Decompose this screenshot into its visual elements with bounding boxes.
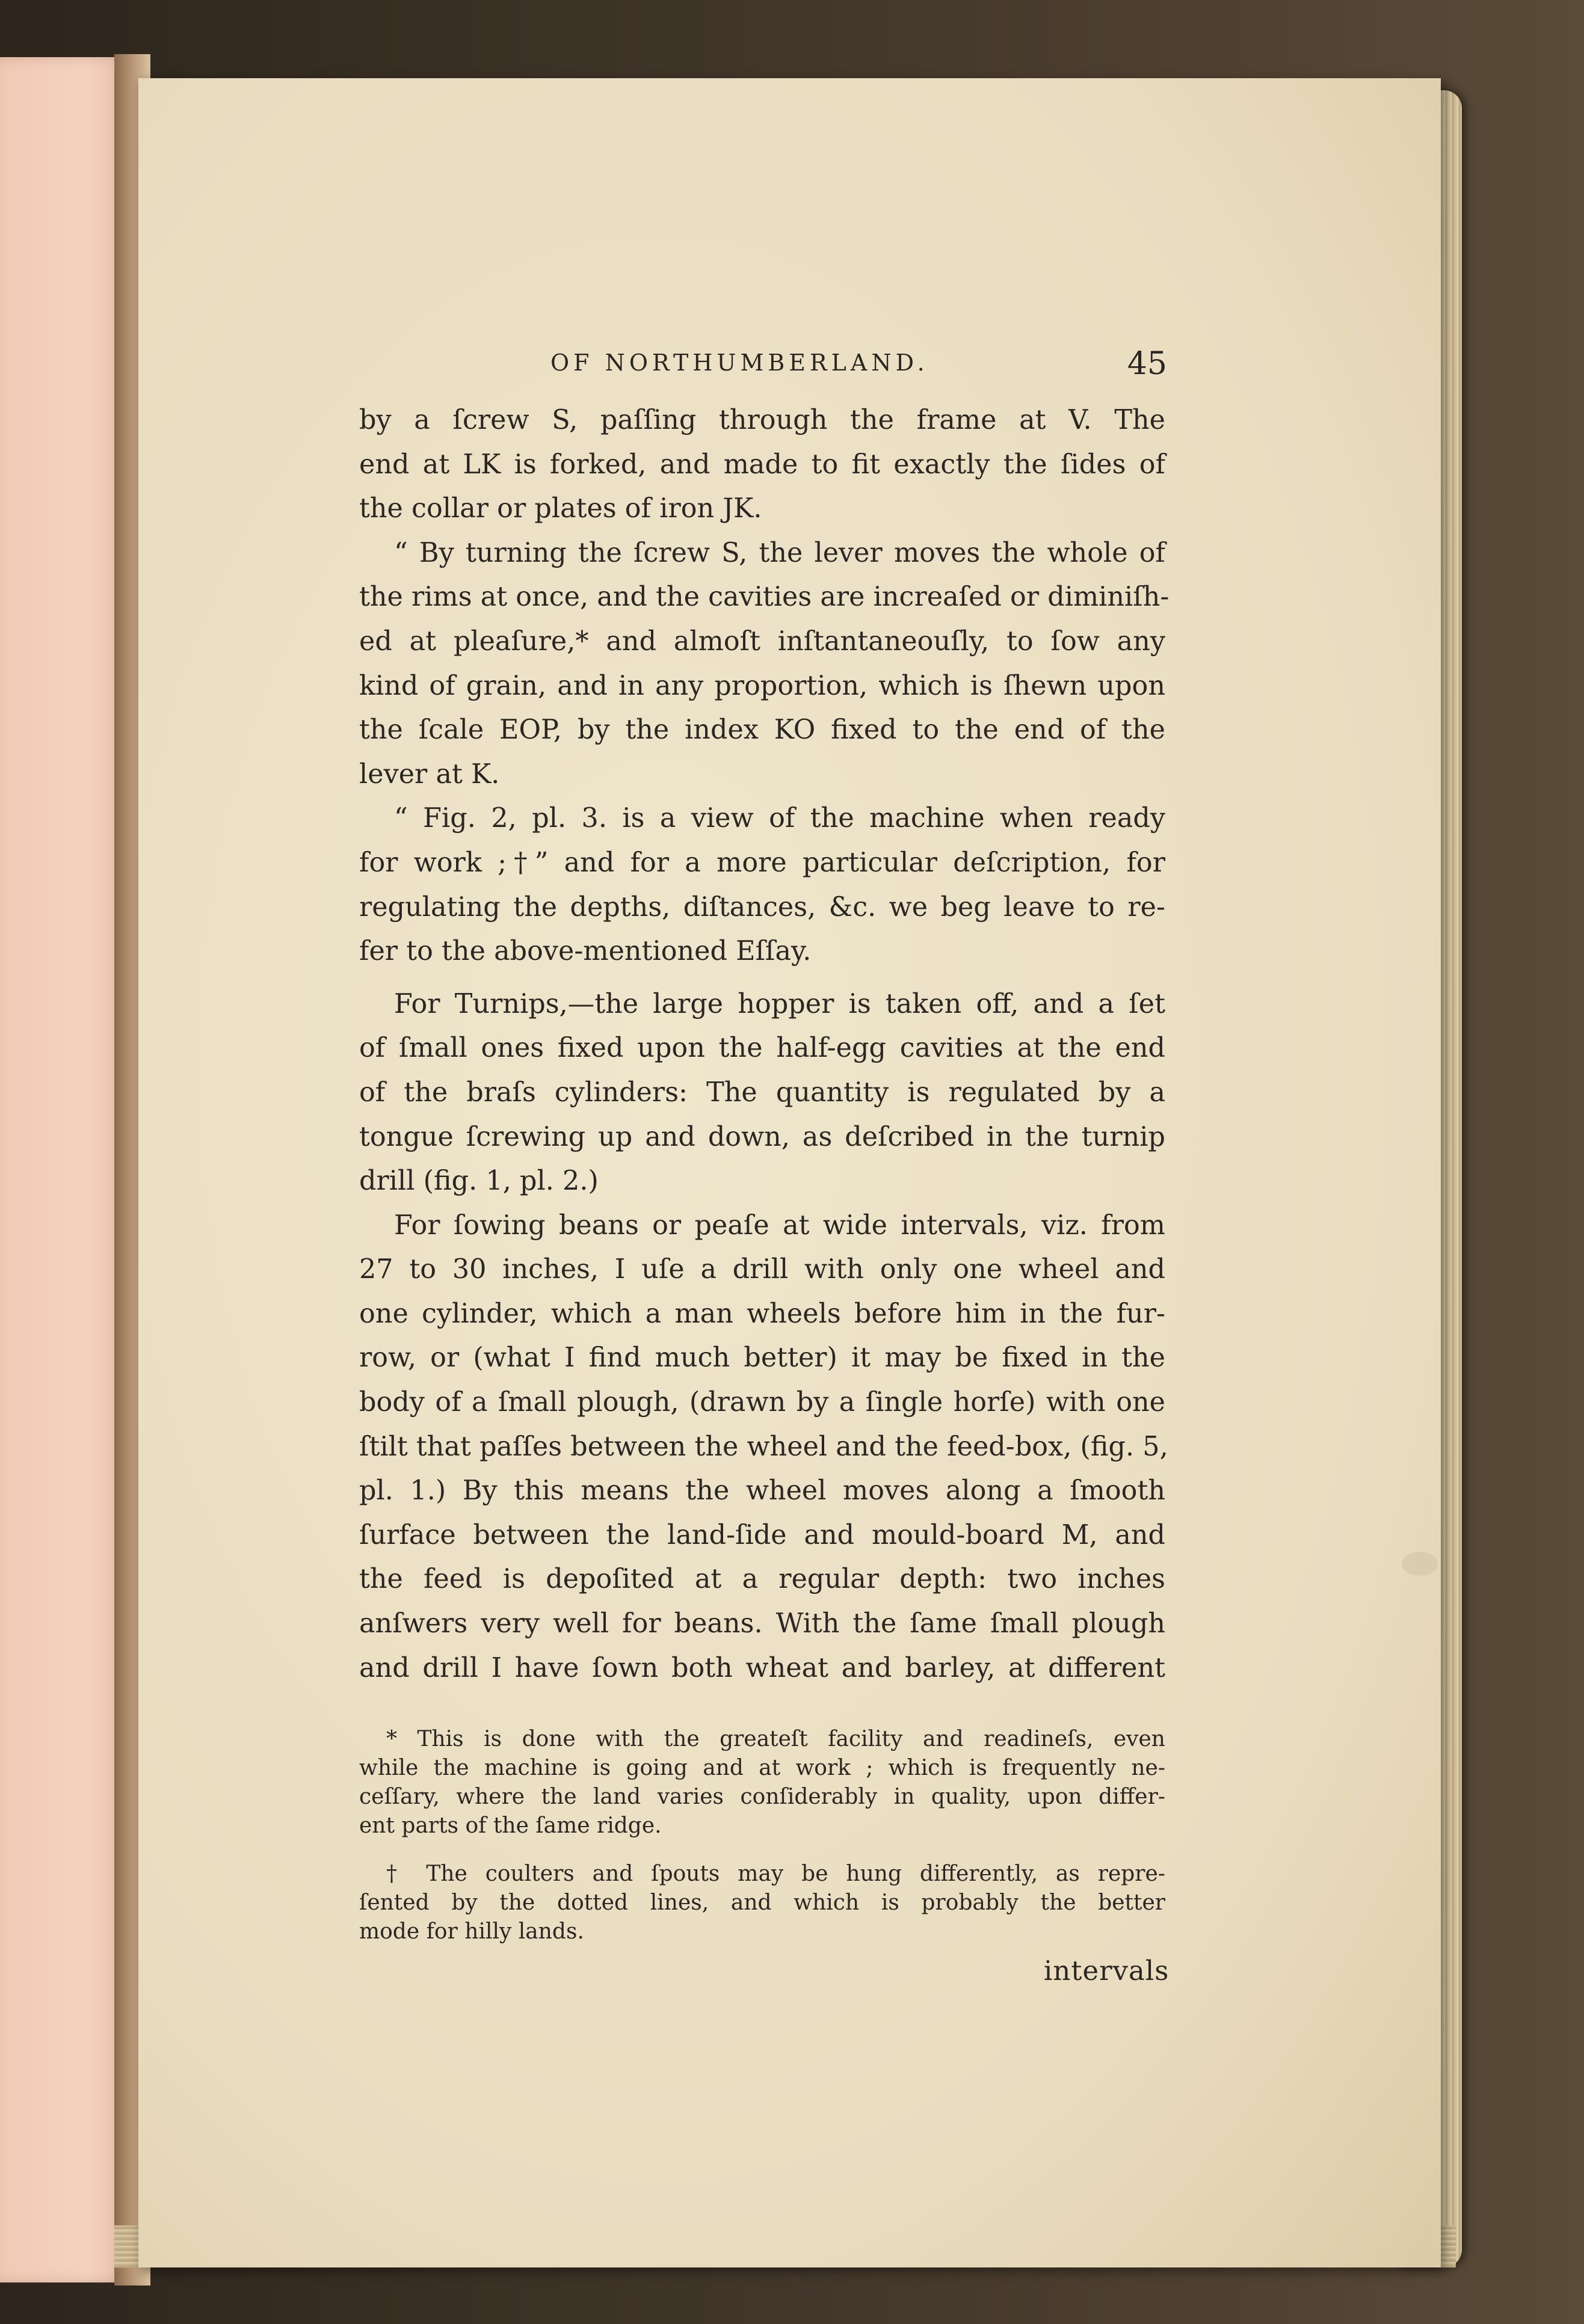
- footnote-line: ſented by the dotted lines, and which is probably the better: [359, 1890, 1165, 1915]
- text-line: ſtilt that paſſes between the wheel and the feed-box, (fig. 5,: [359, 1431, 1168, 1462]
- text-line: drill (fig. 1, pl. 2.): [359, 1166, 599, 1197]
- text-line: ſurface between the land-ſide and mould-board M, and: [359, 1519, 1165, 1551]
- page-header: [550, 346, 1167, 388]
- text-line: of the braſs cylinders: The quantity is regulated by a: [359, 1077, 1165, 1108]
- text-line: of ſmall ones fixed upon the half-egg cavities at the end: [359, 1033, 1165, 1064]
- text-line: kind of grain, and in any proportion, which is ſhewn upon: [359, 670, 1165, 701]
- page-number: 45: [1127, 346, 1167, 382]
- footnotes: [359, 1725, 1165, 1946]
- text-line: anſwers very well for beans. With the ſame ſmall plough: [359, 1608, 1165, 1640]
- text-line: regulating the depths, diſtances, &c. we beg leave to re-: [359, 891, 1165, 923]
- text-line: the rims at once, and the cavities are increaſed or diminiſh-: [359, 582, 1170, 613]
- text-line: “ By turning the ſcrew S, the lever moves the whole of: [394, 537, 1165, 568]
- body-text: [359, 398, 1170, 1690]
- text-line: tongue ſcrewing up and down, as deſcribed in the turnip: [359, 1121, 1165, 1152]
- footnote-line: mode for hilly lands.: [359, 1919, 584, 1944]
- footnote-line: ceſſary, where the land varies conſiderably in quality, upon differ-: [359, 1784, 1165, 1809]
- text-line: ed at pleaſure,* and almoſt inſtantaneouſly, to ſow any: [359, 626, 1165, 657]
- text-line: and drill I have ſown both wheat and barley, at different: [359, 1652, 1165, 1683]
- text-line: lever at K.: [359, 758, 500, 790]
- footnote-line: while the machine is going and at work ; which is frequently ne-: [359, 1756, 1165, 1780]
- text-line: body of a ſmall plough, (drawn by a ſingle horſe) with one: [359, 1387, 1165, 1418]
- text-line: 27 to 30 inches, I uſe a drill with only one wheel and: [359, 1254, 1165, 1285]
- text-line: “ Fig. 2, pl. 3. is a view of the machine when ready: [394, 803, 1165, 834]
- text-line: the ſcale EOP, by the index KO fixed to the end of the: [359, 715, 1165, 746]
- text-line: fer to the above-mentioned Eſſay.: [359, 936, 812, 967]
- text-line: row, or (what I find much better) it may be fixed in the: [359, 1342, 1165, 1374]
- footnote-line: ent parts of the ſame ridge.: [359, 1813, 662, 1838]
- footnote-line: * This is done with the greateſt facility and readineſs, even: [386, 1727, 1165, 1751]
- text-line: for work ;†” and for a more particular deſcription, for: [359, 847, 1165, 878]
- text-line: the collar or plates of iron JK.: [359, 493, 762, 524]
- text-line: one cylinder, which a man wheels before him in the fur-: [359, 1298, 1165, 1329]
- text-line: For Turnips,—the large hopper is taken off, and a ſet: [394, 988, 1165, 1019]
- left-page-edge: [0, 57, 126, 2282]
- catchword: intervals: [1044, 1955, 1170, 1987]
- running-head: OF NORTHUMBERLAND.: [550, 349, 929, 376]
- paper-stain: [1402, 1552, 1438, 1576]
- text-line: by a ſcrew S, paſſing through the frame at V. The: [359, 405, 1165, 435]
- text-line: pl. 1.) By this means the wheel moves along a ſmooth: [359, 1475, 1165, 1507]
- text-line: end at LK is forked, and made to fit exactly the ſides of: [359, 449, 1165, 480]
- footnote-line: † The coulters and ſpouts may be hung differently, as repre-: [386, 1861, 1165, 1886]
- text-line: the feed is depoſited at a regular depth: two inches: [359, 1564, 1165, 1595]
- text-line: For ſowing beans or peaſe at wide intervals, viz. from: [394, 1210, 1165, 1241]
